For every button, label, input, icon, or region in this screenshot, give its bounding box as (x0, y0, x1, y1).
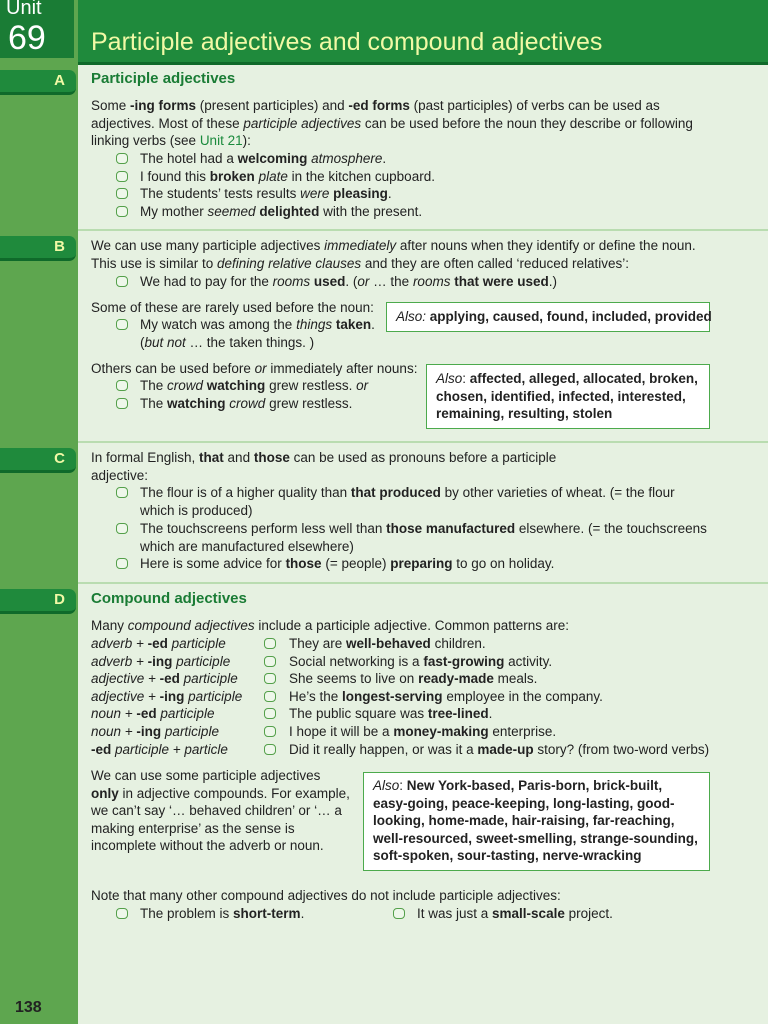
text-line: looking, home-made, hair-raising, far-reaching, (373, 813, 675, 829)
bullet-marker (116, 319, 128, 330)
unit-label: Unit (6, 0, 42, 19)
section-divider (78, 582, 768, 584)
text-line: making enterprise’ as the sense is (91, 820, 295, 836)
section-a-examples (140, 150, 435, 220)
example-item: The students’ tests results were pleasing. (140, 186, 392, 202)
pattern-label: adjective + -ing participle (91, 688, 243, 704)
section-c-example-1 (140, 484, 675, 519)
text-line: which are manufactured elsewhere) (140, 538, 354, 554)
text-line: incomplete without the adverb or noun. (91, 838, 324, 854)
pattern-example: She seems to live on ready-made meals. (289, 671, 538, 687)
section-tab-a: A (0, 70, 76, 95)
text-line: Others can be used before or immediately after nouns: (91, 361, 418, 376)
bullet-marker (264, 726, 276, 737)
also-box-text (396, 308, 712, 326)
pattern-label: noun + -ed participle (91, 706, 215, 722)
text-line: Some of these are rarely used before the noun: (91, 300, 374, 315)
section-b-example: We had to pay for the rooms used. (or … the rooms that were used.) (140, 274, 557, 289)
page-number: 138 (15, 999, 42, 1016)
unit-link[interactable]: Unit 21 (199, 133, 243, 149)
bullet-marker (264, 691, 276, 702)
bullet-marker (116, 398, 128, 409)
section-divider (78, 441, 768, 443)
unit-number: 69 (8, 19, 46, 57)
bullet-marker (264, 638, 276, 649)
bullet-marker (116, 380, 128, 391)
bullet-marker (264, 744, 276, 755)
section-d-note (91, 887, 561, 905)
bullet-marker (116, 276, 128, 287)
example-item: The crowd watching grew restless. or (140, 378, 369, 393)
bullet-marker (116, 487, 128, 498)
example-item: I found this broken plate in the kitchen cupboard. (140, 168, 435, 184)
section-c-intro (91, 449, 556, 484)
section-d-only-text (91, 767, 350, 855)
pattern-example: Did it really happen, or was it a made-up story? (from two-word verbs) (289, 741, 710, 757)
page-title: Participle adjectives and compound adjectives (91, 28, 603, 56)
text-line: Also: affected, alleged, allocated, broken, (436, 371, 698, 386)
text-line: We can use some participle adjectives (91, 768, 321, 783)
left-sidebar (0, 0, 78, 1024)
text-line: well-resourced, sweet-smelling, strange-sounding, (373, 830, 698, 846)
pattern-example: He’s the longest-serving employee in the company. (289, 688, 603, 704)
pattern-label: adverb + -ed participle (91, 636, 226, 651)
section-b-rarely-example: My watch was among the things taken. (140, 317, 375, 332)
also-box (426, 364, 710, 429)
text-line: The flour is of a higher quality than that produced by other varieties of wheat. (= the flour (140, 485, 675, 500)
text-line: Here is some advice for those (= people) preparing to go on holiday. (140, 556, 555, 571)
text-line: easy-going, peace-keeping, long-lasting, good- (373, 795, 675, 811)
text-line: we can’t say ‘… behaved children’ or ‘… a (91, 803, 342, 819)
section-tab-d: D (0, 589, 76, 614)
text-line: Many compound adjectives include a participle adjective. Common patterns are: (91, 618, 570, 633)
unit-badge (0, 0, 77, 58)
text-line: In formal English, that and those can be used as pronouns before a participle (91, 450, 557, 465)
text-line: remaining, resulting, stolen (436, 406, 613, 422)
pattern-example: They are well-behaved children. (289, 636, 486, 651)
text-line: chosen, identified, infected, interested, (436, 388, 686, 404)
section-a-heading: Participle adjectives (91, 70, 236, 87)
bullet-marker (393, 908, 405, 919)
pattern-label: -ed participle + particle (91, 741, 228, 757)
text-line: linking verbs (see Unit 21): (91, 133, 251, 149)
also-box-text (373, 777, 698, 865)
also-box (363, 772, 710, 871)
pattern-label: adverb + -ing participle (91, 653, 231, 669)
text-line: Also: New York-based, Paris-born, brick-built, (373, 778, 663, 793)
text-line: The touchscreens perform less well than those manufactured elsewhere. (= the touchscreens (140, 521, 707, 536)
section-d-heading: Compound adjectives (91, 590, 247, 607)
text-line: Note that many other compound adjectives do not include participle adjectives: (91, 888, 561, 903)
bullet-marker (116, 558, 128, 569)
bullet-marker (116, 188, 128, 199)
example-item: The watching crowd grew restless. (140, 395, 353, 411)
section-a-intro (91, 97, 693, 150)
text-line: soft-spoken, sour-tasting, nerve-wracking (373, 848, 642, 864)
pattern-example: The public square was tree-lined. (289, 706, 493, 722)
section-c-example-3 (140, 555, 554, 573)
pattern-label: noun + -ing participle (91, 723, 219, 739)
text-line: Also: applying, caused, found, included, provided (396, 309, 712, 324)
text-line: adjectives. Most of these participle adjectives can be used before the noun they describe or following (91, 115, 693, 131)
bullet-marker (116, 908, 128, 919)
bullet-marker (264, 708, 276, 719)
pattern-list (91, 635, 242, 758)
text-line: only in adjective compounds. For example, (91, 785, 350, 801)
section-tab-b: B (0, 236, 76, 261)
section-c-example-2 (140, 520, 707, 555)
bullet-marker (116, 171, 128, 182)
text-line: which is produced) (140, 502, 253, 518)
also-box-text (436, 370, 698, 423)
note-example-2: It was just a small-scale project. (417, 906, 613, 921)
example-item: The hotel had a welcoming atmosphere. (140, 151, 387, 166)
bullet-marker (116, 153, 128, 164)
pattern-label: adjective + -ed participle (91, 671, 238, 687)
section-d-intro (91, 617, 569, 635)
pattern-example: I hope it will be a money-making enterprise. (289, 723, 557, 739)
text-line: adjective: (91, 467, 149, 483)
note-example-1: The problem is short-term. (140, 906, 305, 921)
section-tab-c: C (0, 448, 76, 473)
bullet-marker (264, 656, 276, 667)
section-b-intro (91, 237, 696, 272)
text-line: This use is similar to defining relative clauses and they are often called ‘reduced relatives’: (91, 255, 630, 271)
example-item: My mother seemed delighted with the present. (140, 203, 423, 219)
pattern-example: Social networking is a fast-growing activity. (289, 653, 553, 669)
also-box (386, 302, 710, 332)
bullet-marker (116, 523, 128, 534)
text-line: We can use many participle adjectives immediately after nouns when they identify or define the noun. (91, 238, 696, 253)
section-b-rarely-example-cont: (but not … the taken things. ) (140, 335, 315, 350)
pattern-examples (289, 635, 709, 758)
bullet-marker (264, 673, 276, 684)
section-divider (78, 229, 768, 231)
section-b-rarely-intro (91, 299, 374, 317)
text-line: Some -ing forms (present participles) and -ed forms (past participles) of verbs can be used as (91, 98, 660, 113)
section-b-both-intro (91, 360, 417, 378)
section-b-both-examples (140, 377, 368, 412)
bullet-marker (116, 206, 128, 217)
